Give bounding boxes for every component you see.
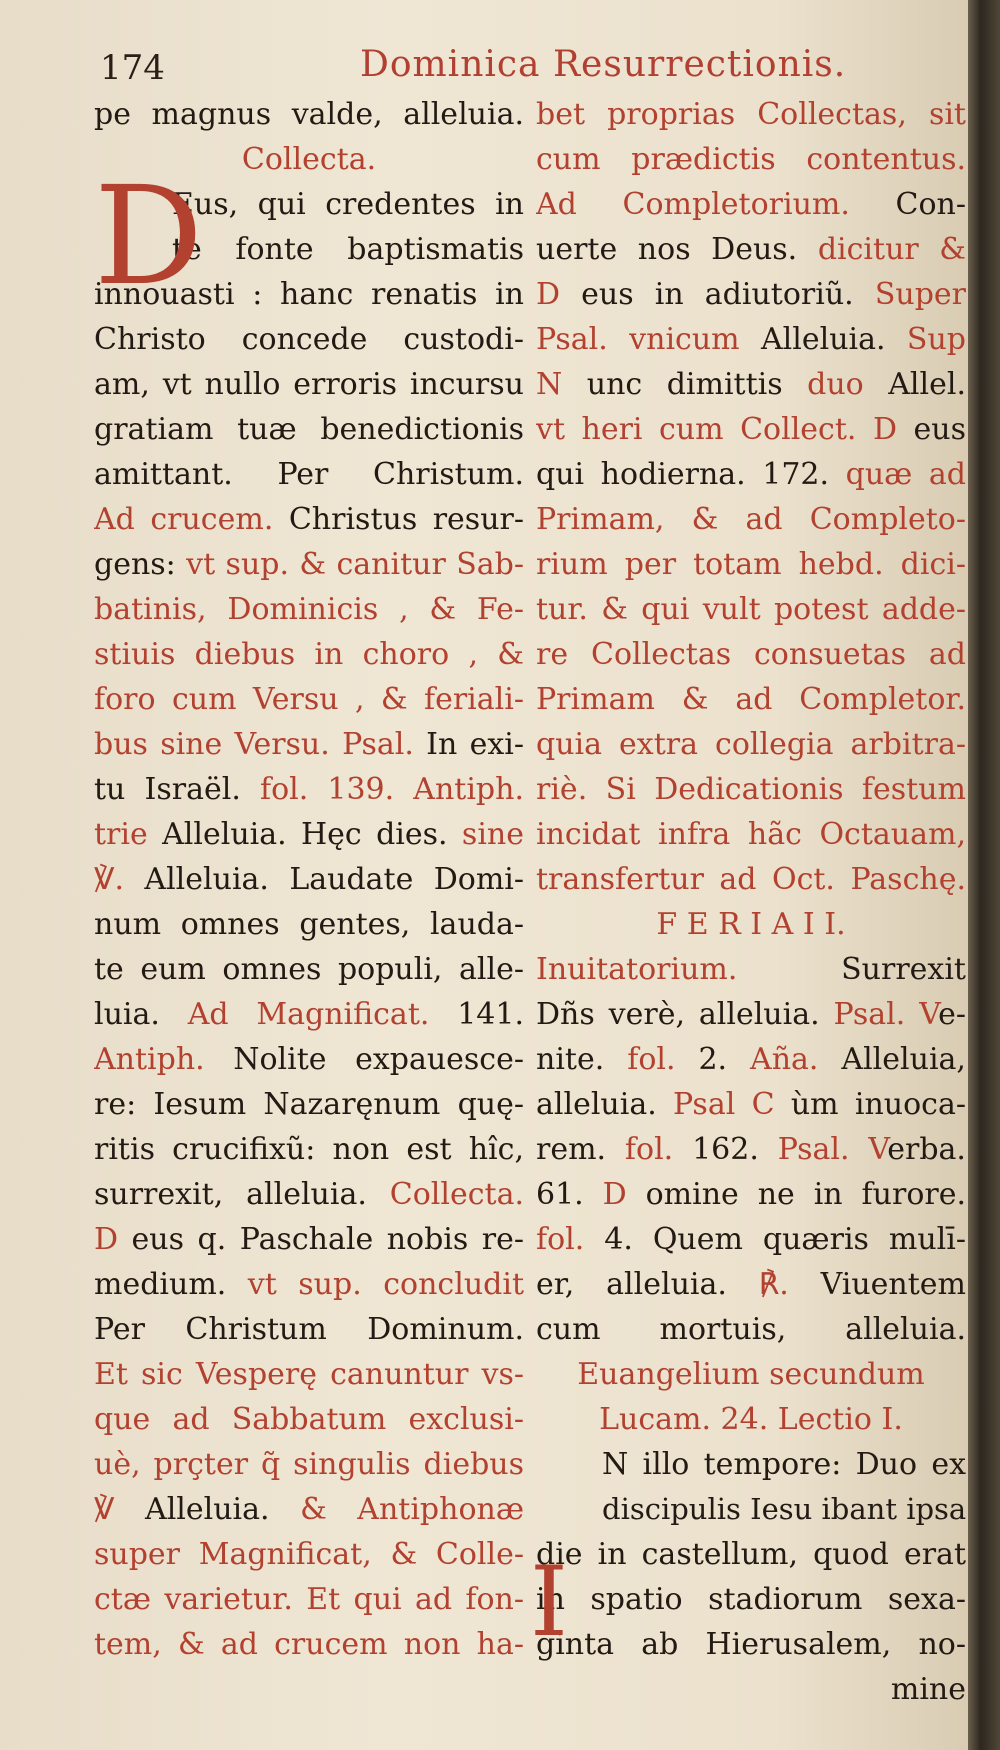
rubric-text: bus sine Versu. Psal. (94, 727, 427, 762)
rubric-text: tem, & ad crucem non ha- (94, 1627, 524, 1662)
text-line (536, 362, 966, 407)
body-text: innouasti : hanc renatis in (94, 277, 524, 312)
text-line (94, 407, 524, 452)
body-text: In exi- (426, 727, 524, 762)
text-line (536, 722, 966, 767)
body-text: nite. (536, 1042, 628, 1077)
body-text: luia. (94, 997, 188, 1032)
body-text: Christus resur- (288, 502, 524, 537)
page-header (100, 44, 860, 94)
text-line (536, 1667, 966, 1712)
rubric-text: Lucam. 24. Lectio I. (599, 1402, 903, 1437)
rubric-text: Ad crucem. (94, 502, 289, 537)
text-line (94, 632, 524, 677)
rubric-text: Psal. V (777, 1132, 888, 1167)
text-line (536, 1262, 966, 1307)
text-line (94, 542, 524, 587)
text-line (536, 542, 966, 587)
rubric-text: Ad Magnificat. (187, 997, 458, 1032)
text-line (94, 497, 524, 542)
body-text: Dñs verè, alleluia. (536, 997, 834, 1032)
rubric-text: N (536, 367, 587, 402)
body-text: Alleluia, (841, 1042, 966, 1077)
body-text: er, alleluia. (536, 1267, 759, 1302)
text-line (536, 1037, 966, 1082)
rubric-text: Psal. V (833, 997, 939, 1032)
rubric-text: stiuis diebus in choro , & (94, 637, 524, 672)
rubric-text: incidat infra hãc Octauam, (536, 817, 966, 852)
body-text: 162. (692, 1132, 778, 1167)
rubric-text: riè. Si Dedicationis festum (536, 772, 966, 807)
text-line (536, 1487, 966, 1532)
text-line (94, 92, 524, 137)
rubric-text: Collecta. (241, 142, 377, 177)
body-text: uerte nos Deus. (536, 232, 818, 267)
body-text: cum mortuis, alleluia. (536, 1312, 966, 1347)
body-text: 141. (457, 997, 524, 1032)
text-line (94, 1487, 524, 1532)
text-line (536, 1352, 966, 1397)
text-line (94, 1262, 524, 1307)
rubric-text: Et sic Vesperę canuntur vs- (94, 1357, 524, 1392)
text-line (94, 1622, 524, 1667)
rubric-text: D (536, 277, 582, 312)
text-line (94, 722, 524, 767)
body-text: N illo tempore: Duo ex (602, 1447, 966, 1482)
rubric-text: Collecta. (389, 1177, 524, 1212)
body-text: gens: (94, 547, 187, 582)
body-text: surrexit, alleluia. (94, 1177, 390, 1212)
rubric-text: Super (874, 277, 966, 312)
text-line (94, 857, 524, 902)
text-line (536, 992, 966, 1037)
body-text: medium. (94, 1267, 248, 1302)
body-text: erba. (887, 1132, 966, 1167)
text-line (94, 992, 524, 1037)
text-line (94, 1037, 524, 1082)
rubric-text: dicitur & (817, 232, 966, 267)
rubric-text: vt heri cum Collect. D (536, 412, 914, 447)
text-line (94, 1217, 524, 1262)
body-text: te fonte baptismatis (172, 232, 524, 267)
running-title: Dominica Resurrectionis. (360, 44, 847, 85)
text-line (94, 317, 524, 362)
text-line (536, 587, 966, 632)
body-text: mine (890, 1672, 966, 1707)
rubric-text: ℣. (94, 862, 145, 897)
rubric-text: F E R I A I I. (656, 907, 846, 942)
rubric-text: Antiph. (94, 1042, 234, 1077)
rubric-text: cum prædictis contentus. (536, 142, 966, 177)
right-column (530, 92, 966, 1712)
rubric-text: trie (94, 817, 163, 852)
drop-cap-initial: I (530, 1546, 568, 1658)
left-column (94, 92, 524, 1667)
rubric-text: duo (807, 367, 889, 402)
rubric-text: Psal. vnicum (536, 322, 761, 357)
body-text: qui hodierna. 172. (536, 457, 846, 492)
text-line (94, 1442, 524, 1487)
rubric-text: fol. (624, 1132, 693, 1167)
text-line (536, 947, 966, 992)
rubric-text: Psal C (673, 1087, 791, 1122)
rubric-text: Primam & ad Completor. (536, 682, 966, 717)
rubric-text: D (602, 1177, 646, 1212)
text-line (94, 1532, 524, 1577)
text-line (536, 497, 966, 542)
text-line (536, 1577, 966, 1622)
rubric-text: vt sup. concludit (247, 1267, 524, 1302)
text-line (536, 632, 966, 677)
rubric-text: Primam, & ad Completo- (536, 502, 966, 537)
text-line (536, 182, 966, 227)
rubric-text: bet proprias Collectas, sit (536, 97, 966, 132)
body-text: gratiam tuæ benedictionis (94, 412, 524, 447)
text-line (536, 317, 966, 362)
body-text: unc dimittis (586, 367, 808, 402)
rubric-text: transfertur ad Oct. Paschę. (536, 862, 966, 897)
rubric-text: fol. (536, 1222, 605, 1257)
rubric-text: & Antiphonæ (300, 1492, 524, 1527)
body-text: Christo concede custodi- (94, 322, 524, 357)
rubric-text: tur. & qui vult potest adde- (536, 592, 966, 627)
body-text: eus q. Paschale nobis re- (131, 1222, 524, 1257)
body-text: Alleluia. (761, 322, 907, 357)
text-line (536, 767, 966, 812)
text-line (94, 1352, 524, 1397)
rubric-text: rium per totam hebd. dici- (536, 547, 966, 582)
body-text: Alleluia. Laudate Domi- (144, 862, 524, 897)
body-text: ritis crucifixũ: non est hîc, (94, 1132, 524, 1167)
body-text: te eum omnes populi, alle- (94, 952, 524, 987)
rubric-text: fol. (627, 1042, 699, 1077)
body-text: eus in adiutoriũ. (581, 277, 875, 312)
rubric-text: ℣ (94, 1492, 146, 1527)
text-line (536, 1532, 966, 1577)
rubric-text: foro cum Versu , & feriali- (94, 682, 524, 717)
text-line (536, 1217, 966, 1262)
body-text: e- (938, 997, 966, 1032)
body-text: Surrexit (841, 952, 966, 987)
body-text: am, vt nullo erroris incursu (94, 367, 524, 402)
body-text: Con- (895, 187, 966, 222)
body-text: omine ne in furore. (645, 1177, 966, 1212)
text-line (536, 1082, 966, 1127)
rubric-text: batinis, Dominicis , & Fe- (94, 592, 524, 627)
body-text: Per Christum Dominum. (94, 1312, 524, 1347)
body-text: pe magnus valde, alleluia. (94, 97, 524, 132)
body-text: Alleluia. (145, 1492, 301, 1527)
body-text: Viuentem (820, 1267, 966, 1302)
text-line (536, 1307, 966, 1352)
text-line (94, 452, 524, 497)
text-line (536, 407, 966, 452)
rubric-text: Sup (906, 322, 966, 357)
rubric-text: ctæ varietur. Et qui ad fon- (94, 1582, 524, 1617)
body-text: die in castellum, quod erat (536, 1537, 966, 1572)
text-line (94, 677, 524, 722)
text-line (94, 902, 524, 947)
rubric-text: Aña. (750, 1042, 842, 1077)
body-text: 2. (698, 1042, 751, 1077)
body-text: in spatio stadiorum sexa- (536, 1582, 966, 1617)
rubric-text: que ad Sabbatum exclusi- (94, 1402, 524, 1437)
text-line (94, 767, 524, 812)
body-text: re: Iesum Nazaręnum quę- (94, 1087, 524, 1122)
text-line (536, 677, 966, 722)
rubric-text: super Magnificat, & Colle- (94, 1537, 524, 1572)
text-line (536, 1622, 966, 1667)
text-line (94, 1577, 524, 1622)
page-number: 174 (100, 48, 165, 88)
text-line (94, 362, 524, 407)
text-line (536, 227, 966, 272)
text-line (94, 1127, 524, 1172)
text-line (536, 1442, 966, 1487)
body-text: eus (913, 412, 966, 447)
rubric-text: Ad Completorium. (536, 187, 896, 222)
body-text: Eus, qui credentes in (172, 187, 524, 222)
rubric-text: quæ ad (845, 457, 966, 492)
text-line (536, 1127, 966, 1172)
text-line (94, 1172, 524, 1217)
text-line (94, 812, 524, 857)
text-line (536, 812, 966, 857)
rubric-text: vt sup. & canitur Sab- (186, 547, 524, 582)
text-line (94, 1307, 524, 1352)
drop-cap-initial: D (94, 158, 204, 316)
body-text: 4. Quem quæris mulī- (604, 1222, 966, 1257)
body-text: ginta ab Hierusalem, no- (536, 1627, 966, 1662)
rubric-text: fol. 139. Antiph. (259, 772, 524, 807)
rubric-text: D (94, 1222, 132, 1257)
body-text: Allel. (888, 367, 966, 402)
rubric-text: quia extra collegia arbitra- (536, 727, 966, 762)
body-text: tu Israël. (94, 772, 260, 807)
text-line (94, 587, 524, 632)
text-line (536, 137, 966, 182)
body-text: alleluia. (536, 1087, 674, 1122)
rubric-text: uè, prçter q̃ singulis diebus (94, 1447, 524, 1482)
page-edge (968, 0, 1000, 1750)
body-text: ùm inuoca- (790, 1087, 966, 1122)
rubric-text: ℟. (758, 1267, 821, 1302)
text-line (94, 947, 524, 992)
text-line (536, 1172, 966, 1217)
body-text: rem. (536, 1132, 625, 1167)
rubric-text: Inuitatorium. (536, 952, 842, 987)
text-line (536, 272, 966, 317)
body-text: amittant. Per Christum. (94, 457, 524, 492)
text-line (94, 1397, 524, 1442)
body-text: 61. (536, 1177, 603, 1212)
text-line (536, 902, 966, 947)
body-text: num omnes gentes, lauda- (94, 907, 524, 942)
body-text: Alleluia. Hęc dies. (162, 817, 462, 852)
text-line (94, 1082, 524, 1127)
rubric-text: re Collectas consuetas ad (536, 637, 966, 672)
text-line (536, 857, 966, 902)
body-text: Nolite expauesce- (233, 1042, 524, 1077)
body-text: discipulis Iesu ibant ipsa (602, 1492, 966, 1526)
rubric-text: sine (461, 817, 524, 852)
text-line (536, 92, 966, 137)
text-line (536, 452, 966, 497)
rubric-text: Euangelium secundum (577, 1357, 925, 1392)
text-line (536, 1397, 966, 1442)
